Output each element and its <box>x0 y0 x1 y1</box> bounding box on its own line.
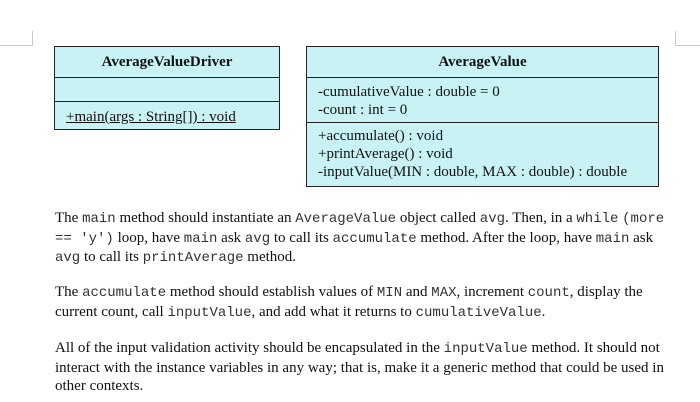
uml-method-main: +main(args : String[]) : void <box>66 109 236 125</box>
uml-class-average-value <box>306 46 659 187</box>
page-corner-line-right <box>675 45 700 46</box>
page-corner-mark-right <box>675 31 676 45</box>
uml-field-cumulative-value: -cumulativeValue : double = 0 <box>318 84 500 100</box>
uml-fields-section <box>307 78 658 123</box>
paragraph-main-method: The main method should instantiate an AverageValue object called avg. Then, in a while (more == 'y') loop, have main ask avg to call its accumulate method. After the loop, have main ask avg to call its printAverage method. <box>55 210 665 266</box>
uml-class-name: AverageValueDriver <box>55 47 279 78</box>
page-corner-mark-left <box>26 31 33 46</box>
uml-methods-section <box>307 123 658 181</box>
paragraph-accumulate-method: The accumulate method should establish values of MIN and MAX, increment count, display the current count, call inputValue, and add what it returns to cumulativeValue. <box>55 284 643 321</box>
uml-field-count: -count : int = 0 <box>318 102 408 118</box>
uml-fields-section <box>55 78 279 102</box>
uml-method-print-average: +printAverage() : void <box>318 146 453 162</box>
uml-method-accumulate: +accumulate() : void <box>318 128 444 144</box>
uml-methods-section <box>55 102 279 126</box>
uml-class-name: AverageValue <box>307 47 658 78</box>
uml-method-input-value: -inputValue(MIN : double, MAX : double) : double <box>318 164 628 180</box>
uml-class-average-value-driver <box>54 46 280 130</box>
paragraph-input-validation: All of the input validation activity should be encapsulated in the inputValue method. It should not interact with the instance variables in any way; that is, make it a generic method that could be used in other contexts. <box>55 340 664 394</box>
page-corner-line-left <box>0 45 32 46</box>
